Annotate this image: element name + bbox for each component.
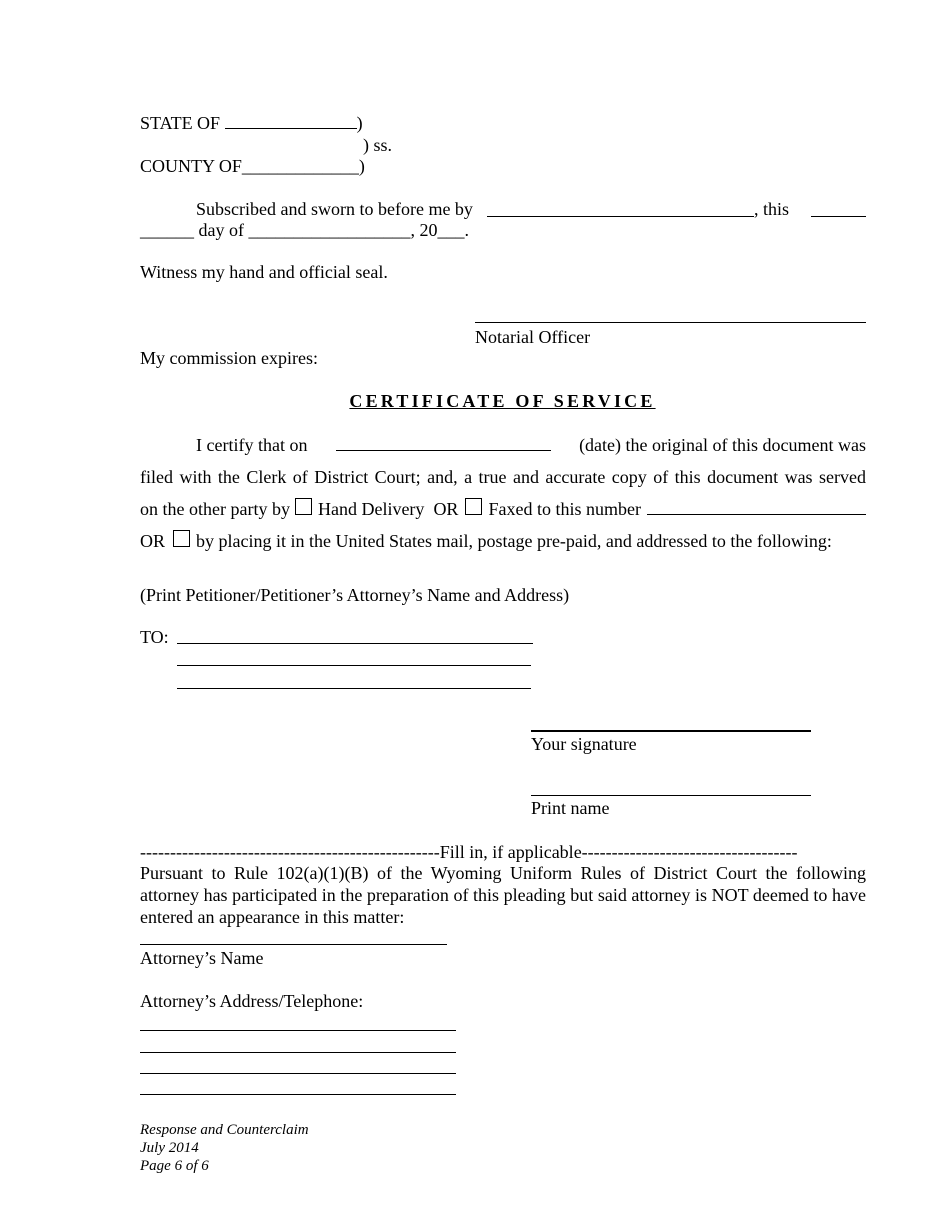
state-paren: ) (356, 113, 363, 133)
witness-text: Witness my hand and official seal. (140, 262, 388, 282)
subscriber-name-field[interactable] (487, 216, 754, 217)
signature-label: Your signature (531, 734, 637, 754)
faxed-label: Faxed to this number (488, 499, 641, 519)
certificate-title: CERTIFICATE OF SERVICE (349, 391, 656, 411)
footer-page: Page 6 of 6 (140, 1158, 209, 1174)
served-by-text: on the other party by (140, 499, 290, 519)
mail-label: by placing it in the United States mail, postage pre-paid, and addressed to the following: (196, 531, 832, 551)
address-line-3[interactable] (177, 688, 531, 689)
certify-date-text: (date) the original of this document was (579, 435, 866, 455)
service-date-field[interactable] (336, 434, 551, 451)
certify-on-text: I certify that on (196, 435, 308, 455)
county-line: COUNTY OF_____________) (140, 156, 365, 176)
state-field[interactable] (225, 112, 357, 129)
or-text-2: OR (140, 531, 166, 551)
notary-signature-line[interactable] (475, 322, 866, 323)
print-name-label: Print name (531, 798, 610, 818)
footer-date: July 2014 (140, 1140, 199, 1156)
attorney-name-label: Attorney’s Name (140, 948, 264, 968)
or-text-1: OR (433, 499, 459, 519)
rule-paragraph: Pursuant to Rule 102(a)(1)(B) of the Wyoming Uniform Rules of District Court the following attorney has participated in the preparation of this pleading but said attorney is NOT deemed to have entered an appearance in this matter: (140, 863, 866, 927)
attorney-address-line-2[interactable] (140, 1052, 456, 1053)
day-of-line: ______ day of __________________, 20___. (140, 220, 469, 240)
certify-line-3 (140, 498, 866, 520)
hand-delivery-checkbox[interactable] (295, 498, 312, 515)
print-instruction: (Print Petitioner/Petitioner’s Attorney’s Name and Address) (140, 585, 570, 605)
fill-in-divider: --------------------------------------------------Fill in, if applicable------------------------------------ (140, 842, 798, 862)
this-text: , this (754, 199, 790, 219)
notarial-officer-label: Notarial Officer (475, 327, 591, 347)
commission-label: My commission expires: (140, 348, 318, 368)
certify-line-1 (196, 434, 866, 456)
signature-line[interactable] (531, 730, 811, 732)
attorney-address-line-1[interactable] (140, 1030, 456, 1031)
attorney-address-label: Attorney’s Address/Telephone: (140, 991, 364, 1011)
faxed-checkbox[interactable] (465, 498, 482, 515)
address-line-1[interactable] (177, 643, 533, 644)
certify-line-2: filed with the Clerk of District Court; and, a true and accurate copy of this document was served (140, 467, 866, 487)
ss-label: ) ss. (363, 135, 393, 155)
address-line-2[interactable] (177, 665, 531, 666)
day-field[interactable] (811, 216, 866, 217)
attorney-address-line-3[interactable] (140, 1073, 456, 1074)
footer-doc-title: Response and Counterclaim (140, 1122, 309, 1138)
mail-checkbox[interactable] (173, 530, 190, 547)
state-line (140, 112, 363, 134)
subscribed-text: Subscribed and sworn to before me by (196, 199, 473, 219)
hand-delivery-label: Hand Delivery (317, 499, 425, 519)
fax-number-field[interactable] (647, 500, 866, 515)
print-name-line[interactable] (531, 795, 811, 796)
to-label: TO: (140, 627, 169, 647)
certify-line-4 (140, 530, 832, 552)
state-label: STATE OF (140, 113, 221, 133)
attorney-name-line[interactable] (140, 944, 447, 945)
attorney-address-line-4[interactable] (140, 1094, 456, 1095)
